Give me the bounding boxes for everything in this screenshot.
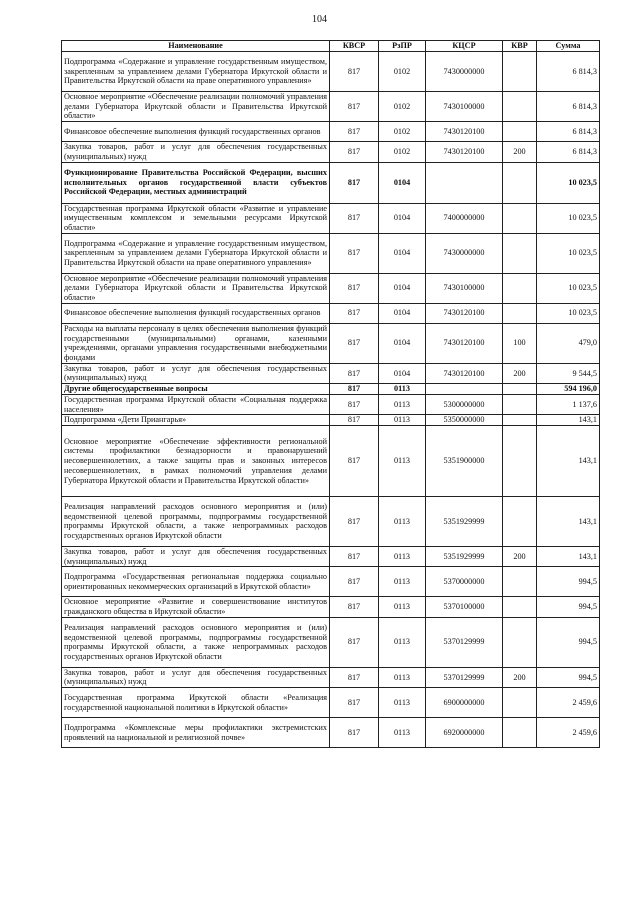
- row-rzpr-cell: 0113: [379, 718, 426, 748]
- row-rzpr-cell: 0104: [379, 162, 426, 203]
- table-row: [62, 617, 600, 667]
- table-row: [62, 323, 600, 363]
- row-kvr-cell: 200: [503, 667, 537, 687]
- row-kcsr-cell: 7430100000: [426, 92, 503, 122]
- row-sum-cell: 2 459,6: [537, 688, 600, 718]
- row-kcsr-cell: 6920000000: [426, 718, 503, 748]
- row-kvr-cell: [503, 233, 537, 273]
- table-row: [62, 567, 600, 597]
- row-sum-cell: 994,5: [537, 597, 600, 617]
- row-name-cell: Государственная программа Иркутской области «Развитие и управление имущественным комплексом и земельными ресурсами Иркутской области»: [62, 203, 330, 233]
- table-row: [62, 718, 600, 748]
- row-sum-cell: 594 196,0: [537, 384, 600, 395]
- row-kcsr-cell: 5300000000: [426, 394, 503, 414]
- table-header-row: [62, 41, 600, 52]
- row-name-cell: Расходы на выплаты персоналу в целях обеспечения выполнения функций государственными (муниципальными) органами, казенными учреждениями, органами управления государственными внебюджетными фондами: [62, 323, 330, 363]
- row-kvr-cell: [503, 567, 537, 597]
- row-sum-cell: 1 137,6: [537, 394, 600, 414]
- table-row: [62, 363, 600, 383]
- row-kvsr-cell: 817: [330, 688, 379, 718]
- row-name-cell: Подпрограмма «Дети Приангарья»: [62, 415, 330, 426]
- row-name-cell: Реализация направлений расходов основного мероприятия и (или) ведомственной целевой программы, подпрограммы государственной программы Иркутской области, а также непрограммных расходов государственных органов Иркутской области: [62, 617, 330, 667]
- row-kvr-cell: 200: [503, 142, 537, 162]
- row-sum-cell: 10 023,5: [537, 203, 600, 233]
- column-header-kcsr: КЦСР: [426, 41, 503, 52]
- row-sum-cell: 479,0: [537, 323, 600, 363]
- budget-table: [61, 40, 600, 748]
- row-rzpr-cell: 0104: [379, 363, 426, 383]
- table-row: [62, 203, 600, 233]
- column-header-sum: Сумма: [537, 41, 600, 52]
- table-row: [62, 233, 600, 273]
- row-kvsr-cell: 817: [330, 363, 379, 383]
- row-name-cell: Основное мероприятие «Обеспечение реализации полномочий управления делами Губернатора Иркутской области и Правительства Иркутской области»: [62, 92, 330, 122]
- row-kvsr-cell: 817: [330, 323, 379, 363]
- row-kvr-cell: 200: [503, 363, 537, 383]
- row-kvr-cell: [503, 203, 537, 233]
- row-name-cell: Финансовое обеспечение выполнения функций государственных органов: [62, 303, 330, 323]
- row-kcsr-cell: 7400000000: [426, 203, 503, 233]
- row-sum-cell: 994,5: [537, 617, 600, 667]
- row-name-cell: Закупка товаров, работ и услуг для обеспечения государственных (муниципальных) нужд: [62, 667, 330, 687]
- row-sum-cell: 10 023,5: [537, 233, 600, 273]
- row-kvsr-cell: 817: [330, 567, 379, 597]
- row-rzpr-cell: 0102: [379, 122, 426, 142]
- row-kvsr-cell: 817: [330, 394, 379, 414]
- row-rzpr-cell: 0113: [379, 496, 426, 546]
- row-rzpr-cell: 0113: [379, 597, 426, 617]
- row-kcsr-cell: 6900000000: [426, 688, 503, 718]
- row-name-cell: Подпрограмма «Комплексные меры профилактики экстремистских проявлений на национальной и религиозной почве»: [62, 718, 330, 748]
- row-kvr-cell: [503, 496, 537, 546]
- table-row: [62, 394, 600, 414]
- row-rzpr-cell: 0104: [379, 233, 426, 273]
- row-kcsr-cell: 7430000000: [426, 52, 503, 92]
- row-kvr-cell: [503, 597, 537, 617]
- row-name-cell: Закупка товаров, работ и услуг для обеспечения государственных (муниципальных) нужд: [62, 363, 330, 383]
- row-kcsr-cell: 5351929999: [426, 546, 503, 566]
- row-kcsr-cell: 5351900000: [426, 425, 503, 496]
- row-kvsr-cell: 817: [330, 162, 379, 203]
- row-name-cell: Подпрограмма «Государственная региональная поддержка социально ориентированных некоммерческих организаций в Иркутской области»: [62, 567, 330, 597]
- table-row: [62, 667, 600, 687]
- row-name-cell: Основное мероприятие «Обеспечение эффективности региональной системы профилактики безнадзорности и правонарушений несовершеннолетних, а также защиты прав и законных интересов несовершеннолетних, в рамках полномочий управления делами Губернатора Иркутской области и Правительства Иркутской области»: [62, 425, 330, 496]
- row-sum-cell: 10 023,5: [537, 162, 600, 203]
- row-kvsr-cell: 817: [330, 203, 379, 233]
- row-rzpr-cell: 0113: [379, 394, 426, 414]
- table-row: [62, 273, 600, 303]
- row-rzpr-cell: 0113: [379, 688, 426, 718]
- row-name-cell: Функционирование Правительства Российской Федерации, высших исполнительных органов государственной власти субъектов Российской Федерации, местных администраций: [62, 162, 330, 203]
- row-sum-cell: 6 814,3: [537, 142, 600, 162]
- row-kvr-cell: [503, 122, 537, 142]
- row-kvsr-cell: 817: [330, 384, 379, 395]
- row-kcsr-cell: 7430100000: [426, 273, 503, 303]
- row-kvsr-cell: 817: [330, 425, 379, 496]
- row-kvsr-cell: 817: [330, 718, 379, 748]
- row-kcsr-cell: 5370129999: [426, 617, 503, 667]
- row-kcsr-cell: 7430120100: [426, 142, 503, 162]
- row-sum-cell: 6 814,3: [537, 92, 600, 122]
- row-name-cell: Основное мероприятие «Обеспечение реализации полномочий управления делами Губернатора Иркутской области и Правительства Иркутской области»: [62, 273, 330, 303]
- table-row: [62, 425, 600, 496]
- row-kcsr-cell: 7430000000: [426, 233, 503, 273]
- row-kvr-cell: [503, 273, 537, 303]
- row-kvr-cell: [503, 92, 537, 122]
- row-rzpr-cell: 0113: [379, 384, 426, 395]
- row-rzpr-cell: 0113: [379, 546, 426, 566]
- row-kvsr-cell: 817: [330, 617, 379, 667]
- row-sum-cell: 9 544,5: [537, 363, 600, 383]
- table-row: [62, 162, 600, 203]
- row-sum-cell: 994,5: [537, 667, 600, 687]
- row-kvsr-cell: 817: [330, 597, 379, 617]
- row-name-cell: Основное мероприятие «Развитие и совершенствование институтов гражданского общества в Иркутской области»: [62, 597, 330, 617]
- row-kcsr-cell: 7430120100: [426, 122, 503, 142]
- row-kcsr-cell: 5351929999: [426, 496, 503, 546]
- row-sum-cell: 6 814,3: [537, 52, 600, 92]
- row-kvr-cell: [503, 162, 537, 203]
- row-kcsr-cell: 7430120100: [426, 323, 503, 363]
- table-row: [62, 688, 600, 718]
- row-rzpr-cell: 0113: [379, 415, 426, 426]
- row-kcsr-cell: 5370100000: [426, 597, 503, 617]
- row-kvsr-cell: 817: [330, 122, 379, 142]
- row-kvsr-cell: 817: [330, 92, 379, 122]
- row-kvsr-cell: 817: [330, 142, 379, 162]
- row-kcsr-cell: 7430120100: [426, 303, 503, 323]
- row-name-cell: Закупка товаров, работ и услуг для обеспечения государственных (муниципальных) нужд: [62, 142, 330, 162]
- row-kvr-cell: [503, 688, 537, 718]
- row-kvr-cell: [503, 303, 537, 323]
- row-sum-cell: 2 459,6: [537, 718, 600, 748]
- row-kvr-cell: [503, 425, 537, 496]
- column-header-name: Наименование: [62, 41, 330, 52]
- column-header-kvsr: КВСР: [330, 41, 379, 52]
- row-kcsr-cell: [426, 384, 503, 395]
- row-kcsr-cell: 5350000000: [426, 415, 503, 426]
- row-rzpr-cell: 0104: [379, 323, 426, 363]
- row-kvsr-cell: 817: [330, 496, 379, 546]
- row-rzpr-cell: 0113: [379, 617, 426, 667]
- row-name-cell: Государственная программа Иркутской области «Социальная поддержка населения»: [62, 394, 330, 414]
- row-kcsr-cell: [426, 162, 503, 203]
- table-body: [62, 52, 600, 748]
- row-rzpr-cell: 0102: [379, 142, 426, 162]
- column-header-kvr: КВР: [503, 41, 537, 52]
- row-sum-cell: 10 023,5: [537, 273, 600, 303]
- table-row: [62, 142, 600, 162]
- row-sum-cell: 143,1: [537, 546, 600, 566]
- row-kvsr-cell: 817: [330, 667, 379, 687]
- row-kvr-cell: [503, 617, 537, 667]
- row-rzpr-cell: 0102: [379, 92, 426, 122]
- row-sum-cell: 10 023,5: [537, 303, 600, 323]
- table-row: [62, 384, 600, 395]
- row-rzpr-cell: 0113: [379, 567, 426, 597]
- table-row: [62, 546, 600, 566]
- row-kvr-cell: [503, 415, 537, 426]
- row-rzpr-cell: 0102: [379, 52, 426, 92]
- table-row: [62, 92, 600, 122]
- row-rzpr-cell: 0104: [379, 203, 426, 233]
- table-row: [62, 415, 600, 426]
- row-kcsr-cell: 5370129999: [426, 667, 503, 687]
- row-sum-cell: 143,1: [537, 425, 600, 496]
- row-kcsr-cell: 5370000000: [426, 567, 503, 597]
- row-sum-cell: 994,5: [537, 567, 600, 597]
- page-number: 104: [312, 14, 327, 25]
- row-kvr-cell: 100: [503, 323, 537, 363]
- row-kvsr-cell: 817: [330, 233, 379, 273]
- row-kvr-cell: [503, 52, 537, 92]
- row-name-cell: Государственная программа Иркутской области «Реализация государственной национальной политики в Иркутской области»: [62, 688, 330, 718]
- table-row: [62, 52, 600, 92]
- row-name-cell: Подпрограмма «Содержание и управление государственным имуществом, закрепленным за управлением делами Губернатора Иркутской области и Правительства Иркутской области на праве оперативного управления»: [62, 233, 330, 273]
- row-kvr-cell: [503, 718, 537, 748]
- row-rzpr-cell: 0113: [379, 425, 426, 496]
- table-row: [62, 597, 600, 617]
- table-row: [62, 303, 600, 323]
- row-name-cell: Реализация направлений расходов основного мероприятия и (или) ведомственной целевой программы, подпрограммы государственной программы Иркутской области, а также непрограммных расходов государственных органов Иркутской области: [62, 496, 330, 546]
- row-rzpr-cell: 0104: [379, 303, 426, 323]
- row-sum-cell: 143,1: [537, 415, 600, 426]
- table-row: [62, 122, 600, 142]
- row-kvsr-cell: 817: [330, 52, 379, 92]
- row-name-cell: Другие общегосударственные вопросы: [62, 384, 330, 395]
- row-kvsr-cell: 817: [330, 415, 379, 426]
- row-kvsr-cell: 817: [330, 273, 379, 303]
- row-sum-cell: 143,1: [537, 496, 600, 546]
- row-rzpr-cell: 0113: [379, 667, 426, 687]
- table-row: [62, 496, 600, 546]
- column-header-rzpr: РзПР: [379, 41, 426, 52]
- row-name-cell: Финансовое обеспечение выполнения функций государственных органов: [62, 122, 330, 142]
- row-sum-cell: 6 814,3: [537, 122, 600, 142]
- row-rzpr-cell: 0104: [379, 273, 426, 303]
- row-kvr-cell: 200: [503, 546, 537, 566]
- row-kvr-cell: [503, 394, 537, 414]
- row-name-cell: Закупка товаров, работ и услуг для обеспечения государственных (муниципальных) нужд: [62, 546, 330, 566]
- row-name-cell: Подпрограмма «Содержание и управление государственным имуществом, закрепленным за управлением делами Губернатора Иркутской области и Правительства Иркутской области на праве оперативного управления»: [62, 52, 330, 92]
- row-kcsr-cell: 7430120100: [426, 363, 503, 383]
- row-kvsr-cell: 817: [330, 303, 379, 323]
- row-kvr-cell: [503, 384, 537, 395]
- row-kvsr-cell: 817: [330, 546, 379, 566]
